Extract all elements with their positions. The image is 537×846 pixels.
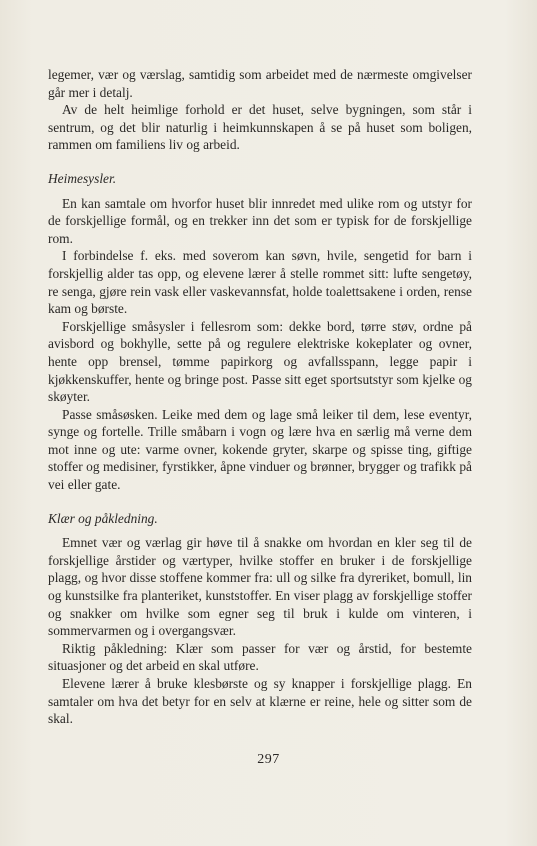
section-heading: Heimesysler. xyxy=(48,170,117,186)
paragraph: En kan samtale om hvorfor huset blir innredet med ulike rom og utstyr for de forskjellige formål, og en trekker inn det som er typisk for de forskjellige rom. xyxy=(48,195,472,246)
page-body xyxy=(48,66,472,728)
paragraph: Emnet vær og værlag gir høve til å snakke om hvordan en kler seg til de forskjellige årstider og værtyper, hvilke stoffer en bruker i de forskjellige plagg, og hvor disse stoffene kommer fra: ull og silke fra dyreriket, bomull, lin og kunstsilke fra planteriket, kunststoffer. En viser plagg av forskjellige stoffer og snakker om hvilke som egner seg til bruk i kulde om vinteren, i sommervarmen og i overgangsvær. xyxy=(48,535,472,639)
paragraph: legemer, vær og værslag, samtidig som arbeidet med de nærmeste omgivelser går mer i detalj. xyxy=(48,67,472,100)
paragraph: Forskjellige småsysler i fellesrom som: dekke bord, tørre støv, ordne på avisbord og bokhylle, sette på og regulere elektriske kokeplater og ovner, hente opp brensel, tømme papirkorg og avfallsspann, legge papir i kjøkkenskuffer, hente og bringe post. Passe sitt eget sportsutstyr som kjelke og skøyter. xyxy=(48,318,472,405)
paragraph: I forbindelse f. eks. med soverom kan søvn, hvile, sengetid for barn i forskjellig alder tas opp, og elevene lærer å stelle rommet sitt: lufte sengetøy, re senga, gjøre rein vask eller vaskevannsfat, holde toalettsakene i orden, rense kam og børste. xyxy=(48,248,472,317)
section-heading: Klær og påkledning. xyxy=(48,510,158,526)
paragraph: Riktig påkledning: Klær som passer for vær og årstid, for bestemte situasjoner og det arbeid en skal utføre. xyxy=(48,640,472,674)
paragraph: Passe småsøsken. Leike med dem og lage små leiker til dem, lese eventyr, synge og fortelle. Trille småbarn i vogn og lære hva en særlig må verne dem mot inne og ute: varme ovner, kokende gryter, skarpe og spisse ting, giftige stoffer og medisiner, fyrstikker, åpne vinduer og brønner, brygger og trafikk på vei eller gate. xyxy=(48,406,472,493)
paragraph: Av de helt heimlige forhold er det huset, selve bygningen, som står i sentrum, og det blir naturlig i heimkunnskapen å se på huset som boligen, rammen om familiens liv og arbeid. xyxy=(48,102,472,153)
page-number: 297 xyxy=(257,752,280,767)
paragraph: Elevene lærer å bruke klesbørste og sy knapper i forskjellige plagg. En samtaler om hva det betyr for en selv at klærne er reine, hele og sitter som de skal. xyxy=(48,676,472,727)
